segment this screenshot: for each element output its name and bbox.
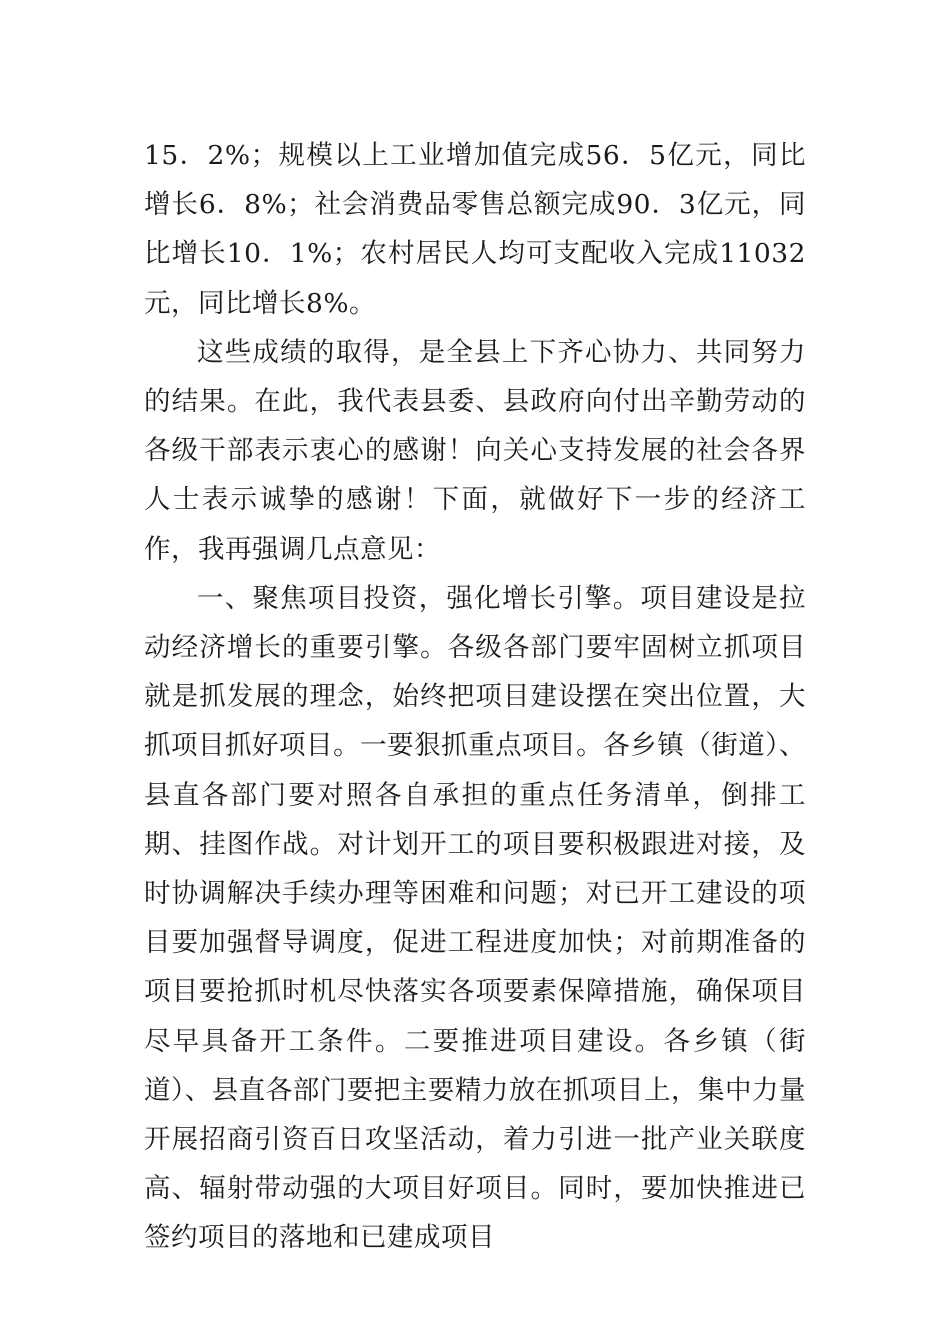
paragraph-project-investment: 一、聚焦项目投资，强化增长引擎。项目建设是拉动经济增长的重要引擎。各级各部门要牢固树立抓项目就是抓发展的理念，始终把项目建设摆在突出位置，大抓项目抓好项目。一要狠抓重点项目。各乡镇（街道）、县直各部门要对照各自承担的重点任务清单，倒排工期、挂图作战。对计划开工的项目要积极跟进对接，及时协调解决手续办理等困难和问题；对已开工建设的项目要加强督导调度，促进工程进度加快；对前期准备的项目要抢抓时机尽快落实各项要素保障措施，确保项目尽早具备开工条件。二要推进项目建设。各乡镇（街道）、县直各部门要把主要精力放在抓项目上，集中力量开展招商引资百日攻坚活动，着力引进一批产业关联度高、辐射带动强的大项目好项目。同时，要加快推进已签约项目的落地和已建成项目 <box>144 582 806 1254</box>
paragraph-statistics: 15．2%；规模以上工业增加值完成56．5亿元，同比增长6．8%；社会消费品零售总额完成90．3亿元，同比增长10．1%；农村居民人均可支配收入完成11032元，同比增长8%。 <box>144 140 806 319</box>
document-body <box>144 131 806 1263</box>
paragraph-acknowledgement: 这些成绩的取得，是全县上下齐心协力、共同努力的结果。在此，我代表县委、县政府向付出辛勤劳动的各级干部表示衷心的感谢！向关心支持发展的社会各界人士表示诚挚的感谢！下面，就做好下一步的经济工作，我再强调几点意见： <box>144 336 806 565</box>
